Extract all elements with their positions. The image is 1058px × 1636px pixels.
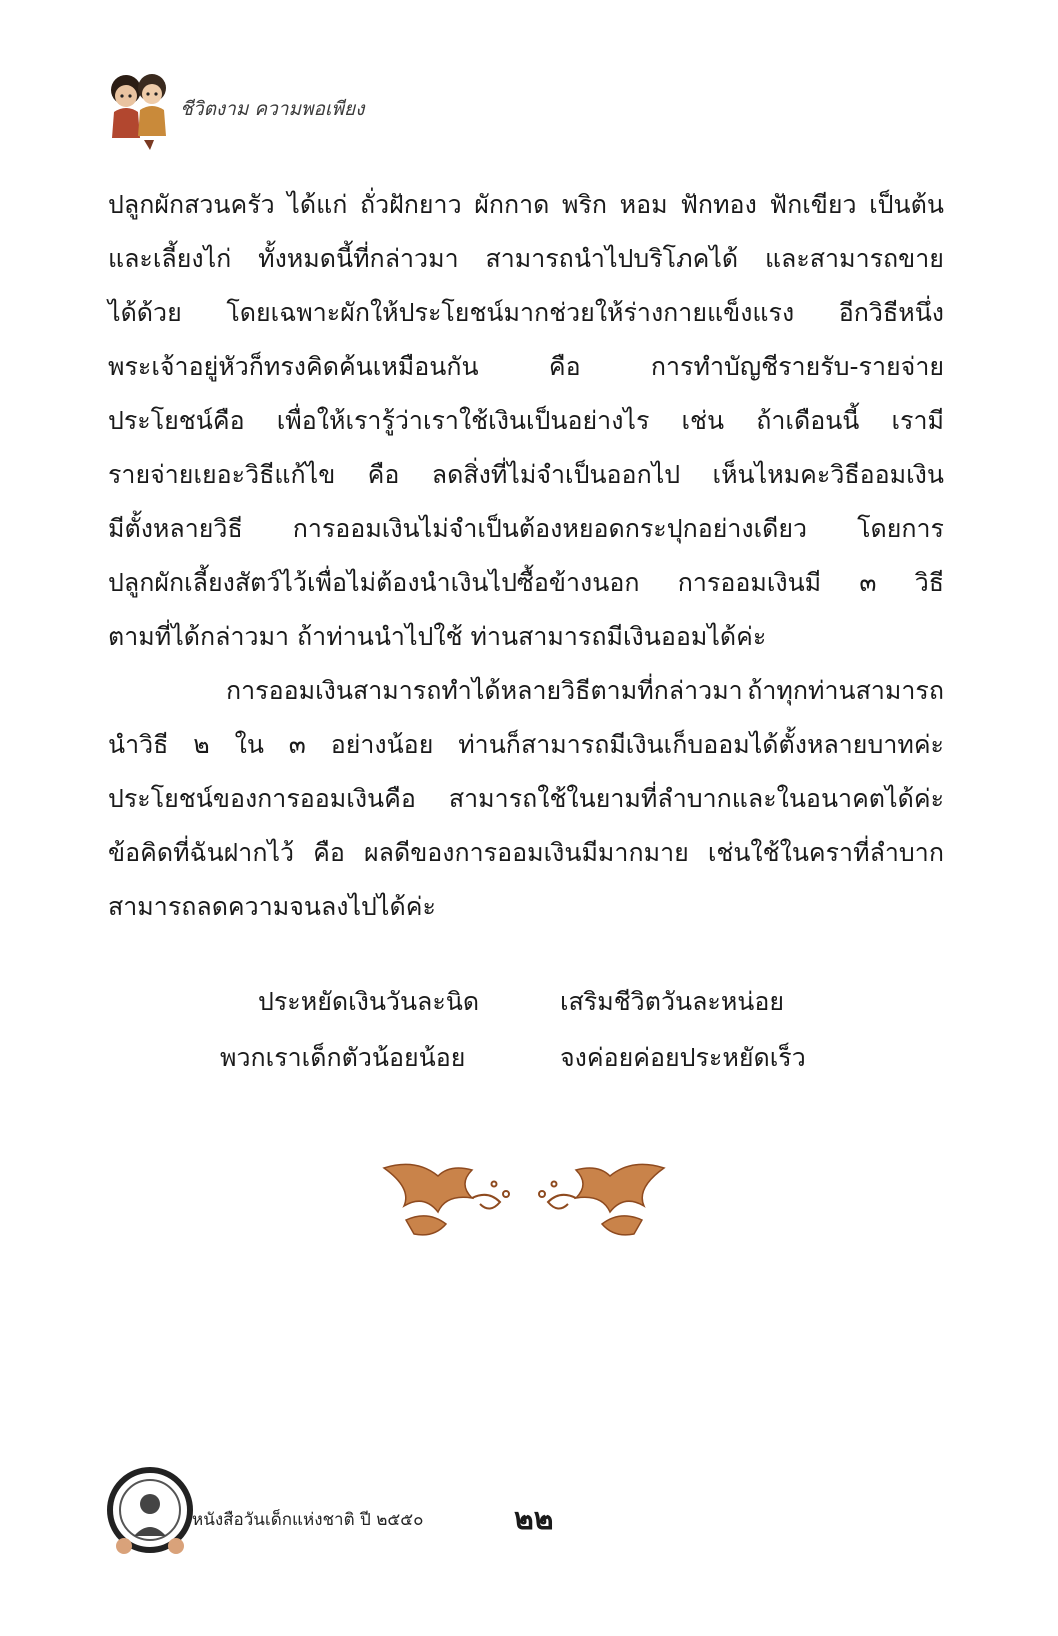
verse-row [0, 982, 1058, 1038]
paragraph-line: ได้ด้วย โดยเฉพาะผักให้ประโยชน์มากช่วยให้ร่างกายแข็งแรง อีกวิธีหนึ่ง [108, 298, 944, 327]
page-header [104, 66, 424, 156]
national-childrens-day-emblem-icon [104, 1464, 196, 1560]
paragraph-line: การออมเงินสามารถทำได้หลายวิธีตามที่กล่าวมา ถ้าทุกท่านสามารถ [226, 676, 944, 705]
verse-row [0, 1038, 1058, 1094]
header-title: ชีวิตงาม ความพอเพียง [180, 98, 365, 120]
paragraph-line: มีตั้งหลายวิธี การออมเงินไม่จำเป็นต้องหยอดกระปุกอย่างเดียว โดยการ [108, 514, 944, 543]
paragraph-line: ตามที่ได้กล่าวมา ถ้าท่านนำไปใช้ ท่านสามารถมีเงินออมได้ค่ะ [108, 622, 767, 651]
verse-line-2-left: พวกเราเด็กตัวน้อยน้อย [220, 1043, 466, 1072]
paragraph-line: นำวิธี ๒ ใน ๓ อย่างน้อย ท่านก็สามารถมีเงินเก็บออมได้ตั้งหลายบาทค่ะ [108, 730, 944, 759]
floral-ornament-icon [376, 1154, 672, 1244]
paragraph-line: ประโยชน์คือ เพื่อให้เรารู้ว่าเราใช้เงินเป็นอย่างไร เช่น ถ้าเดือนนี้ เรามี [108, 406, 944, 435]
paragraph-line: พระเจ้าอยู่หัวก็ทรงคิดค้นเหมือนกัน คือ การทำบัญชีรายรับ-รายจ่าย [108, 352, 944, 381]
verse [0, 982, 1058, 1094]
body-text [108, 178, 944, 934]
verse-line-1-left: ประหยัดเงินวันละนิด [258, 987, 480, 1016]
paragraph-line: ประโยชน์ของการออมเงินคือ สามารถใช้ในยามที่ลำบากและในอนาคตได้ค่ะ [108, 784, 944, 813]
paragraph-line: ปลูกผักเลี้ยงสัตว์ไว้เพื่อไม่ต้องนำเงินไปซื้อข้างนอก การออมเงินมี ๓ วิธี [108, 568, 944, 597]
paragraph-line: ปลูกผักสวนครัว ได้แก่ ถั่วฝักยาว ผักกาด พริก หอม ฟักทอง ฟักเขียว เป็นต้น [108, 190, 944, 219]
children-mascot-icon [104, 66, 176, 152]
footer-book-title: หนังสือวันเด็กแห่งชาติ ปี ๒๕๕๐ [192, 1510, 424, 1530]
paragraph-line: ข้อคิดที่ฉันฝากไว้ คือ ผลดีของการออมเงินมีมากมาย เช่นใช้ในคราที่ลำบาก [108, 838, 944, 867]
verse-line-2-right: จงค่อยค่อยประหยัดเร็ว [560, 1043, 806, 1072]
verse-line-1-right: เสริมชีวิตวันละหน่อย [560, 987, 785, 1016]
paragraph-line: สามารถลดความจนลงไปได้ค่ะ [108, 892, 436, 921]
page-number: ๒๒ [514, 1502, 554, 1537]
page-footer [104, 1464, 664, 1574]
paragraph-line: รายจ่ายเยอะวิธีแก้ไข คือ ลดสิ่งที่ไม่จำเป็นออกไป เห็นไหมคะวิธีออมเงิน [108, 460, 944, 489]
paragraph-line: และเลี้ยงไก่ ทั้งหมดนี้ที่กล่าวมา สามารถนำไปบริโภคได้ และสามารถขาย [108, 244, 944, 273]
